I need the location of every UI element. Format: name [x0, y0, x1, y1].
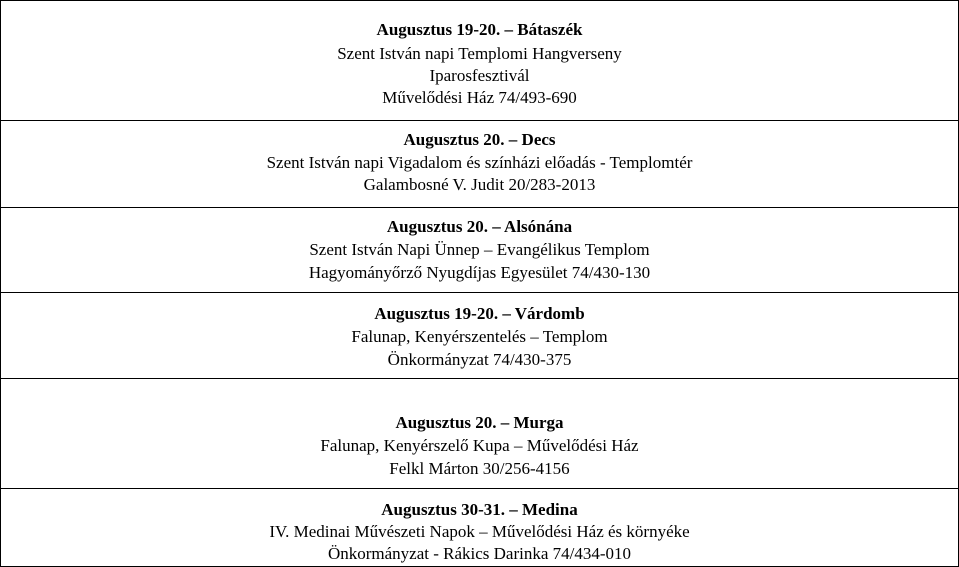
event-heading: Augusztus 20. – Murga: [395, 413, 564, 432]
event-contact-line: Önkormányzat - Rákics Darinka 74/434-010: [327, 544, 632, 563]
row-divider: [0, 207, 959, 208]
event-heading: Augusztus 30-31. – Medina: [381, 500, 578, 519]
event-detail-line: Szent István Napi Ünnep – Evangélikus Templom: [309, 240, 650, 259]
event-contact-line: Galambosné V. Judit 20/283-2013: [363, 175, 596, 194]
row-divider: [0, 120, 959, 121]
row-divider: [0, 292, 959, 293]
event-contact-line: Felkl Márton 30/256-4156: [389, 459, 570, 478]
event-contact-line: Hagyományőrző Nyugdíjas Egyesület 74/430-130: [308, 263, 651, 282]
event-heading: Augusztus 19-20. – Bátaszék: [376, 20, 583, 39]
event-heading: Augusztus 20. – Decs: [403, 130, 556, 149]
row-divider: [0, 488, 959, 489]
event-detail-line: Szent István napi Templomi Hangverseny: [337, 44, 622, 63]
event-detail-line: Szent István napi Vigadalom és színházi előadás - Templomtér: [266, 153, 693, 172]
event-contact-line: Művelődési Ház 74/493-690: [382, 88, 577, 107]
event-heading: Augusztus 19-20. – Várdomb: [374, 304, 585, 323]
event-detail-line: Falunap, Kenyérszelő Kupa – Művelődési Ház: [320, 436, 639, 455]
event-detail-line: Iparosfesztivál: [429, 66, 530, 85]
event-detail-line: IV. Medinai Művészeti Napok – Művelődési Ház és környéke: [269, 522, 690, 541]
event-heading: Augusztus 20. – Alsónána: [386, 217, 573, 236]
event-contact-line: Önkormányzat 74/430-375: [387, 350, 572, 369]
event-detail-line: Falunap, Kenyérszentelés – Templom: [351, 327, 608, 346]
row-divider: [0, 0, 959, 1]
row-divider: [0, 378, 959, 379]
